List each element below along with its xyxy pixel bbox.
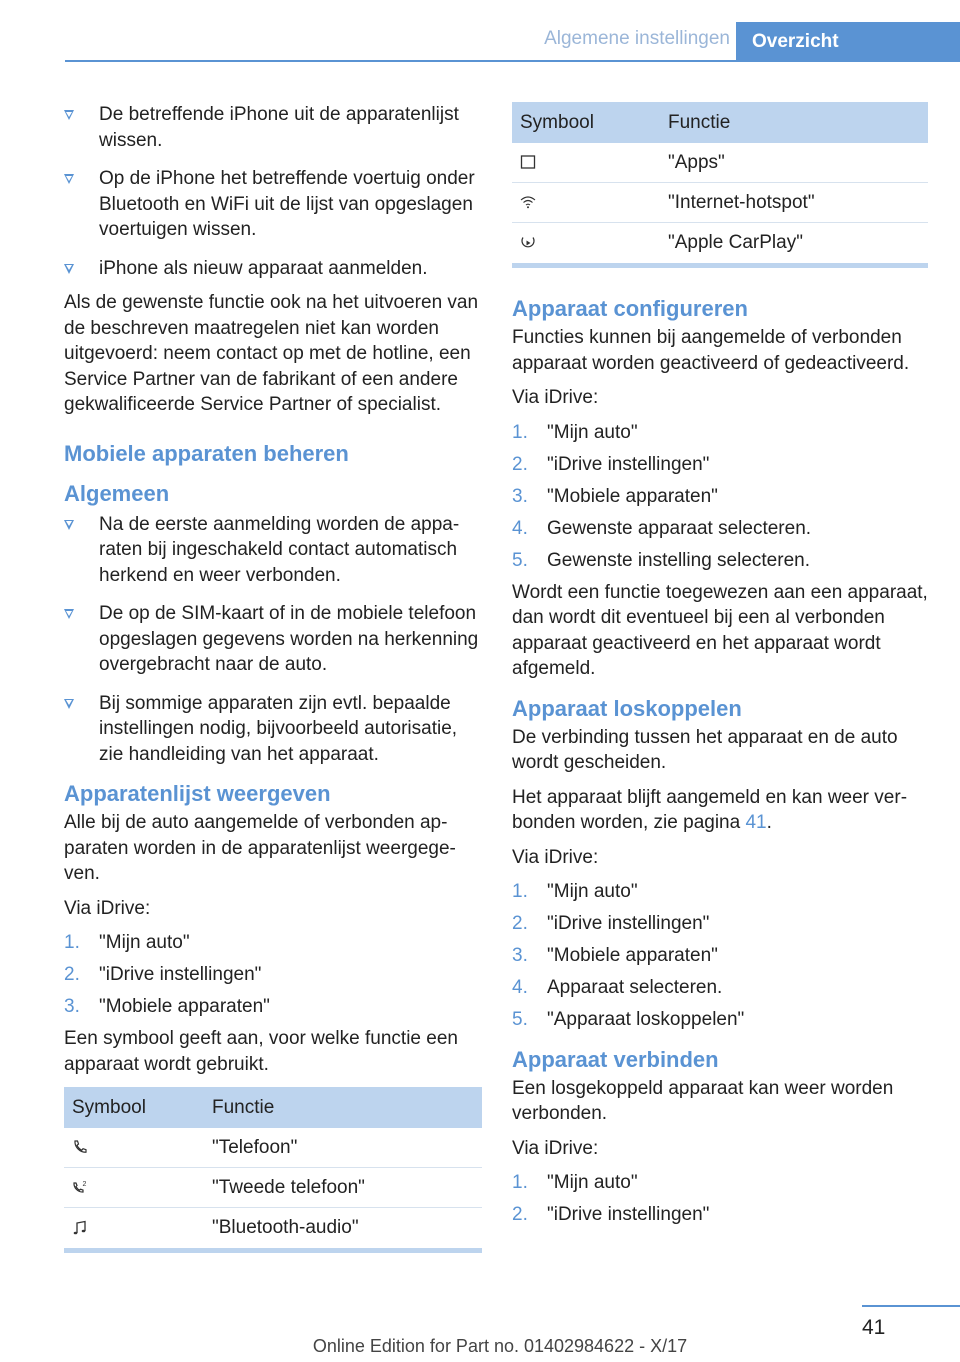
step-text: "iDrive instellingen" (547, 913, 710, 934)
step-text: Apparaat selecteren. (547, 977, 723, 998)
table-header-row (64, 1087, 482, 1128)
step-text: "Mobiele apparaten" (547, 945, 718, 966)
triangle-bullet-icon (64, 609, 74, 619)
list-item (512, 1202, 930, 1228)
triangle-bullet-icon (64, 264, 74, 274)
bullet-list-general (64, 512, 482, 768)
table-cell-function: "Bluetooth-audio" (204, 1208, 482, 1251)
left-column (64, 102, 482, 1253)
phone-icon (72, 1139, 88, 1155)
table-row (64, 1208, 482, 1251)
list-item (512, 484, 930, 510)
step-text: Gewenste instelling selecteren. (547, 549, 810, 571)
table-row (512, 183, 928, 223)
page-number: 41 (862, 1316, 886, 1339)
list-item (64, 962, 482, 988)
heading-configure-device: Apparaat configureren (512, 296, 748, 321)
heading-manage-devices: Mobiele apparaten beheren (64, 440, 349, 466)
list-item-text: Bij sommige apparaten zijn evtl. bepaalde instellingen nodig, bijvoorbeeld autorisatie, zie handleiding van het apparaat. (99, 692, 458, 765)
list-item (64, 691, 482, 768)
table-row (64, 1168, 482, 1208)
list-item (512, 516, 930, 542)
steps-configure (512, 420, 930, 574)
step-text: "iDrive instellingen" (99, 964, 262, 985)
second-phone-icon (72, 1179, 88, 1195)
music-note-icon (72, 1220, 88, 1236)
step-text: "Apparaat loskoppelen" (547, 1009, 745, 1030)
bullet-list-reset (64, 102, 482, 281)
list-item-text: Na de eerste aanmelding worden de apparaten bij ingeschakeld contact automatisch herkend en weer verbonden. (99, 513, 460, 586)
paragraph-configure: Functies kunnen bij aangemelde of verbonden apparaat worden geactiveerd of gedeactiveerd. (512, 327, 910, 374)
list-item (512, 879, 930, 905)
list-item-text: iPhone als nieuw apparaat aanmelden. (99, 257, 428, 279)
header-rule (65, 60, 960, 62)
table-header-row (512, 102, 928, 143)
page-link[interactable]: 41 (745, 812, 767, 833)
via-idrive: Via iDrive: (512, 387, 599, 408)
table-cell-function: "Apps" (660, 143, 928, 183)
paragraph-hotline: Als de gewenste functie ook na het uitvoeren van de beschreven maatregelen niet kan worden uitgevoerd: neem contact op met de hotline, een Service Partner van de fabrikant of een andere gekwalificeerde Service Partner of specialist. (64, 292, 479, 415)
list-item (64, 102, 482, 153)
paragraph-symbol: Een symbool geeft aan, voor welke functie een apparaat wordt gebruikt. (64, 1028, 458, 1075)
step-text: "Mijn auto" (547, 881, 638, 902)
step-number: 3. (64, 996, 80, 1017)
wifi-icon (520, 194, 536, 210)
right-column (512, 282, 930, 1234)
list-item (512, 911, 930, 937)
triangle-bullet-icon (64, 520, 74, 530)
step-number: 1. (512, 421, 528, 443)
paragraph-text: . (766, 812, 772, 833)
symbol-table-right-wrap (512, 92, 928, 268)
step-text: Gewenste apparaat selecteren. (547, 517, 812, 539)
list-item (512, 548, 930, 574)
table-row (512, 143, 928, 183)
table-header-function: Functie (204, 1087, 482, 1128)
footer-rule (862, 1305, 960, 1307)
list-item (64, 166, 482, 243)
list-item (64, 256, 482, 282)
step-number: 2. (64, 964, 80, 985)
table-cell-function: "Telefoon" (204, 1128, 482, 1168)
symbol-table-left (64, 1087, 482, 1253)
paragraph-disconnect-ref (512, 785, 930, 836)
step-text: "iDrive instellingen" (547, 1204, 710, 1225)
list-item (512, 975, 930, 1001)
heading-disconnect-device: Apparaat loskoppelen (512, 695, 742, 721)
apps-square-icon (520, 154, 536, 170)
list-item (512, 1170, 930, 1196)
table-header-symbol: Symbool (64, 1087, 204, 1128)
steps-connect (512, 1170, 930, 1228)
step-number: 1. (512, 1172, 528, 1193)
triangle-bullet-icon (64, 174, 74, 184)
paragraph-disconnect: De verbinding tussen het apparaat en de auto wordt gescheiden. (512, 726, 898, 773)
heading-general: Algemeen (64, 480, 170, 506)
steps-disconnect (512, 879, 930, 1033)
list-item-text: Op de iPhone het betreffende voertuig onder Bluetooth en WiFi uit de lijst van opgeslagen voertuigen wissen. (99, 168, 475, 240)
step-number: 4. (512, 517, 528, 539)
list-item (512, 943, 930, 969)
table-cell-function: "Tweede telefoon" (204, 1168, 482, 1208)
step-number: 2. (512, 1204, 528, 1225)
triangle-bullet-icon (64, 110, 74, 120)
step-text: "iDrive instellingen" (547, 453, 710, 475)
table-header-function: Functie (660, 102, 928, 143)
carplay-icon (520, 235, 536, 251)
symbol-table-right (512, 102, 928, 268)
list-item-text: De op de SIM-kaart of in de mobiele telefoon opgeslagen gegevens worden na herkenning overgebracht naar de auto. (99, 603, 479, 675)
steps-device-list (64, 930, 482, 1020)
heading-device-list: Apparatenlijst weergeven (64, 781, 331, 806)
step-number: 5. (512, 1009, 528, 1030)
list-item (512, 452, 930, 478)
paragraph-connect: Een losgekoppeld apparaat kan weer worden verbonden. (512, 1077, 894, 1124)
table-row (64, 1128, 482, 1168)
list-item (512, 420, 930, 446)
svg-text:2: 2 (82, 1181, 87, 1189)
table-cell-function: "Internet-hotspot" (660, 183, 928, 223)
step-number: 2. (512, 453, 528, 475)
step-number: 2. (512, 913, 528, 934)
via-idrive: Via iDrive: (64, 897, 151, 919)
list-item-text: De betreffende iPhone uit de apparatenlijst wissen. (99, 104, 459, 151)
step-text: "Mijn auto" (547, 421, 638, 443)
list-item (512, 1007, 930, 1033)
step-number: 4. (512, 977, 528, 998)
via-idrive: Via iDrive: (512, 1137, 599, 1159)
step-text: "Mobiele apparaten" (547, 485, 718, 507)
step-number: 3. (512, 945, 528, 966)
list-item (64, 601, 482, 678)
list-item (64, 994, 482, 1020)
header-tab-label: Overzicht (752, 31, 839, 52)
step-number: 5. (512, 549, 528, 571)
header-section-title: Algemene instellingen (544, 28, 730, 49)
list-item (64, 930, 482, 956)
via-idrive: Via iDrive: (512, 846, 599, 868)
step-text: "Mobiele apparaten" (99, 996, 270, 1017)
heading-connect-device: Apparaat verbinden (512, 1046, 719, 1072)
paragraph-assign-function: Wordt een functie toegewezen aan een apparaat, dan wordt dit eventueel bij een al verbonden apparaat geactiveerd en het apparaat wordt afgemeld. (512, 581, 928, 679)
paragraph-device-list: Alle bij de auto aangemelde of verbonden apparaten worden in de apparatenlijst weergegeven. (64, 812, 456, 884)
triangle-bullet-icon (64, 699, 74, 709)
table-row (512, 223, 928, 266)
header-tab-overview (736, 22, 960, 62)
step-text: "Mijn auto" (547, 1172, 638, 1193)
edition-note: Online Edition for Part no. 01402984622 - X/17 (312, 1336, 688, 1356)
table-cell-function: "Apple CarPlay" (660, 223, 928, 266)
step-number: 1. (512, 881, 528, 902)
step-text: "Mijn auto" (99, 932, 190, 953)
table-header-symbol: Symbool (512, 102, 660, 143)
step-number: 1. (64, 932, 80, 953)
list-item (64, 512, 482, 589)
step-number: 3. (512, 485, 528, 507)
paragraph-text: Het apparaat blijft aangemeld en kan weer verbonden worden, zie pagina (512, 786, 908, 833)
